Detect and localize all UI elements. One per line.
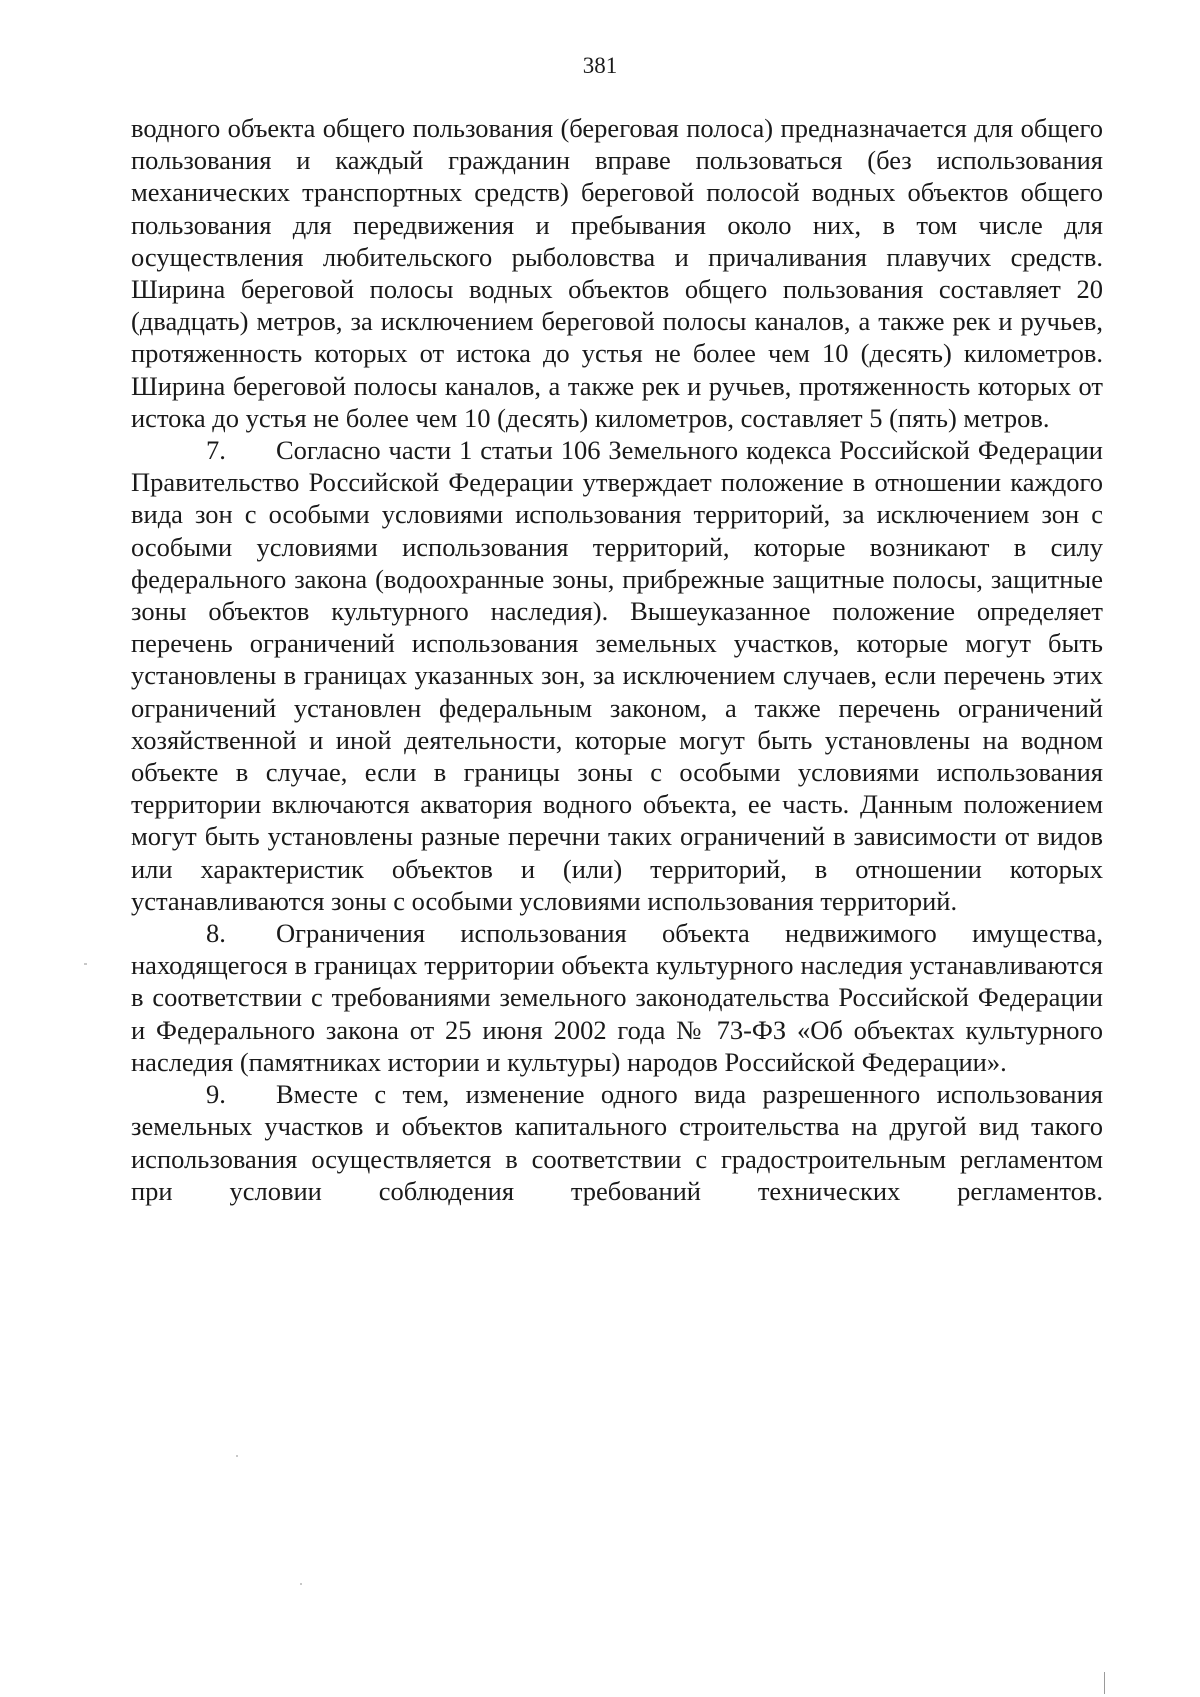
scan-artifact-dot [300,1583,302,1585]
paragraph-text: Вместе с тем, изменение одного вида разрешенного использования земельных участков и объектов капитального строительства на другой вид такого использования осуществляется в соответствии с градостроительным регламентом при условии соблюдения требований технических регламентов. [131,1079,1103,1206]
paragraph-text: водного объекта общего пользования (береговая полоса) предназначается для общего пользования и каждый гражданин вправе пользоваться (без использования механических транспортных средств) береговой полосой водных объектов общего пользования для передвижения и пребывания около них, в том числе для осуществления любительского рыболовства и причаливания плавучих средств. Ширина береговой полосы водных объектов общего пользования составляет 20 (двадцать) метров, за исключением береговой полосы каналов, а также рек и ручьев, протяженность которых от истока до устья не более чем 10 (десять) километров. Ширина береговой полосы каналов, а также рек и ручьев, протяженность которых от истока до устья не более чем 10 (десять) километров, составляет 5 (пять) метров. [131,113,1103,433]
paragraph-continued [131,112,1103,434]
scan-artifact-dot [236,1455,238,1457]
document-body [131,112,1103,1207]
paragraph-text: Ограничения использования объекта недвижимого имущества, находящегося в границах территории объекта культурного наследия устанавливаются в соответствии с требованиями земельного законодательства Российской Федерации и Федерального закона от 25 июня 2002 года № 73-ФЗ «Об объектах культурного наследия (памятниках истории и культуры) народов Российской Федерации». [131,918,1103,1077]
paragraph-number: 7. [206,435,226,466]
scan-artifact-line [1104,1672,1105,1694]
paragraph-9 [131,1078,1103,1207]
paragraph-7 [131,434,1103,917]
paragraph-text: Согласно части 1 статьи 106 Земельного кодекса Российской Федерации Правительство Российской Федерации утверждает положение в отношении каждого вида зон с особыми условиями использования территорий, за исключением зон с особыми условиями использования территорий, которые возникают в силу федерального закона (водоохранные зоны, прибрежные защитные полосы, защитные зоны объектов культурного наследия). Вышеуказанное положение определяет перечень ограничений использования земельных участков, которые могут быть установлены в границах указанных зон, за исключением случаев, если перечень этих ограничений установлен федеральным законом, а также перечень ограничений хозяйственной и иной деятельности, которые могут быть установлены на водном объекте в случае, если в границы зоны с особыми условиями использования территории включаются акватория водного объекта, ее часть. Данным положением могут быть установлены разные перечни таких ограничений в зависимости от видов или характеристик объектов и (или) территорий, в отношении которых устанавливаются зоны с особыми условиями использования территорий. [131,435,1103,916]
scan-artifact-dot [84,963,87,965]
page-number: 381 [582,53,618,78]
paragraph-8 [131,917,1103,1078]
paragraph-number: 8. [206,918,226,949]
paragraph-number: 9. [206,1079,226,1110]
